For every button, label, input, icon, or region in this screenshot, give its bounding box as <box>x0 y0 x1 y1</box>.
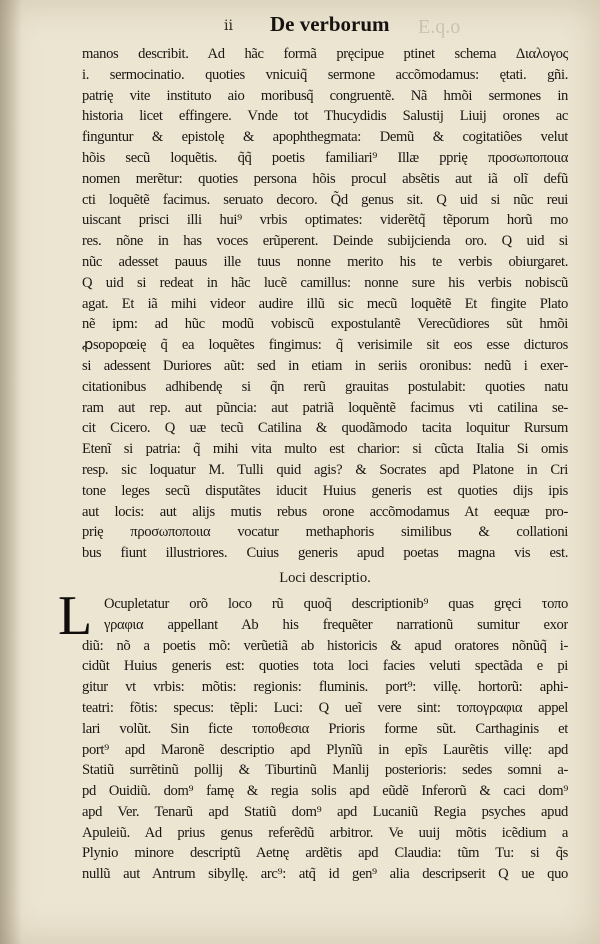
text-line: manos describit. Ad hãc formã pręcipue ptinet schema Διαλογος <box>82 46 568 62</box>
text-line: finguntur & epistolę & apophthegmata: Demũ & cogitatiões velut <box>82 129 568 146</box>
text-line: resp. sic loquatur M. Tulli quid agis? & Socrates apd Platone in Cri <box>82 461 568 478</box>
text-line: nũc adesset pauus ille tuus nonne merito his te verbis obiurgaret. <box>82 253 568 270</box>
text-line: hõis secũ loquẽtis. q̃q̃ poetis familiari⁹ Illæ pprię προσωποποιια <box>82 149 568 166</box>
text-line: teatri: fõtis: specus: tẽpli: Luci: Q ueĩ vere sint: τοπογραφια appel <box>82 699 568 716</box>
text-line: ꝓsopopœię q̃ ea loquẽtes fingimus: q̃ verisimile sit eos esse dicturos <box>82 337 568 354</box>
text-line: Q uid si redeat in hãc lucẽ camillus: nonne sure his verbis nobiscũ <box>82 274 568 291</box>
drop-capital: L <box>58 584 93 647</box>
bleed-through-text: E.q.o <box>418 16 461 38</box>
text-line: si adessent Duriores aũt: sed in etiam in seriis oronibus: nedũ i exer- <box>82 357 568 374</box>
text-line: Statiũ surrẽtinũ pollij & Tiburtinũ Manlij posterioris: sedes somni a- <box>82 762 568 779</box>
text-line: prię προσωποποιια vocatur methaphoris similibus & collationi <box>82 524 568 541</box>
text-line: Apuleiũ. Ad prius genus referẽdũ arbitror. Ve uuij mõtis icẽdium a <box>82 824 568 841</box>
text-line: Plynio minore descriptũ Aetnę ardẽtis apd Claudia: tũm Tu: si q̃s <box>82 845 568 862</box>
text-line: port⁹ apd Maronẽ descriptio apd Plynĩũ in epĩs Laurẽtis villę: apd <box>82 741 568 758</box>
text-line: Etenĩ si patria: q̃ mihi vita multo est charior: si cũcta Italia Si omis <box>82 441 568 458</box>
text-line: agat. Et iã mihi videor audire illũ sic mecũ loquẽtẽ Et fingite Plato <box>82 295 568 312</box>
text-line: γραφια appellant Ab his frequẽter narrationũ sumitur exor <box>104 616 568 633</box>
text-line: aut locis: aut alijs mutis rebus orone accõmodamus At eequæ pro- <box>82 503 568 520</box>
text-line: cit Cicero. Q uæ tecũ Catilina & quodãmodo tacita loquitur Rursum <box>82 420 568 437</box>
text-line: ram aut rep. aut pũncia: aut patriã loquẽntẽ facimus vti catilina se- <box>82 399 568 416</box>
gutter-shadow <box>0 0 22 944</box>
text-line: pd Ouidiũ. dom⁹ famę & regia solis apd eũdẽ Inferorũ & caci dom⁹ <box>82 783 568 800</box>
page-header <box>0 12 600 44</box>
running-title: De verborum <box>270 12 390 36</box>
paragraph-loci-descriptio <box>58 584 568 885</box>
signature-mark: ii <box>224 18 233 34</box>
text-line: cidũt Huius generis est: quoties tota loci facies veluti spectãda e pi <box>82 658 568 675</box>
text-line: diũ: nõ a poetis mõ: verũetiã ab historicis & apud oratores nõnũq̃ i- <box>82 637 568 654</box>
text-line: uiscant prisci illi hui⁹ vrbis optimates: viderẽtq̃ tẽporum horũ mo <box>82 212 568 229</box>
text-line: res. nõne in has voces erũperent. Deinde subijcienda oro. Q uid si <box>82 233 568 250</box>
paragraph-sermocinatio <box>82 44 568 564</box>
text-line: nullũ aut Antrum sibyllę. arc⁹: atq̃ id gen⁹ alia descripserit Q ue quo <box>82 866 568 883</box>
text-line: patrię vite instituto aio moribusq̃ congruentẽ. Nã hmõi sermones in <box>82 87 568 104</box>
section-heading: Loci descriptio. <box>279 569 371 586</box>
text-line: cti loquẽtẽ facimus. seruato decoro. Q̃d genus sit. Q uid si nũc reui <box>82 191 568 208</box>
text-line: nẽ ipm: ad hũc modũ vobiscũ expostulantẽ Verecũdiores sũt hmõi <box>82 316 568 333</box>
paragraph-lines <box>82 594 568 885</box>
text-line: i. sermocinatio. quoties vnicuiq̃ sermone accõmodamus: ętati. gñi. <box>82 66 568 83</box>
text-line: tone leges secũ disputãtes iducit Huius generis est quoties dijs ipis <box>82 482 568 499</box>
text-line: gitur vt vrbis: mõtis: regionis: fluminis. port⁹: villę. hortorũ: aphi- <box>82 679 568 696</box>
text-line: bus fiunt illustriores. Cuius generis apud poetas magna vis est. <box>82 545 568 562</box>
text-line: nomen merẽtur: quoties persona hõis procul absẽtis aut iã olĩ defũ <box>82 170 568 187</box>
text-line: citationibus adhibendę si q̃n rerũ grauitas postulabit: quoties natu <box>82 378 568 395</box>
text-line: historia licet effingere. Vnde tot Thucydidis Salustij Liuij orones ac <box>82 108 568 125</box>
text-line: lari volũt. Sin ficte τοποθεσια Prioris forme sũt. Carthaginis et <box>82 720 568 737</box>
text-block <box>58 44 568 885</box>
text-line: apd Ver. Tenarũ apd Statiũ dom⁹ apd Lucaniũ Regia psyches apud <box>82 803 568 820</box>
text-line: Ocupletatur orõ loco rũ quoq̃ descriptionib⁹ quas gręci τοπο <box>104 595 568 612</box>
